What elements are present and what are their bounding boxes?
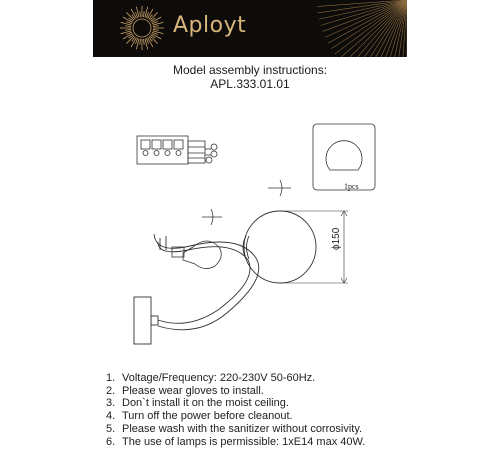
instruction-text: Voltage/Frequency: 220-230V 50-60Hz. [122, 372, 316, 384]
instruction-number: 1. [106, 372, 116, 384]
instruction-number: 6. [106, 435, 116, 448]
diameter-label: ϕ150 [331, 227, 342, 250]
terminal-block [137, 136, 217, 164]
instruction-text: Please wash with the sanitizer without corrosivity. [122, 422, 363, 435]
shade-count-label: 1pcs [344, 182, 359, 191]
instruction-number: 4. [106, 410, 116, 423]
instruction-item [106, 385, 365, 398]
wall-bracket [134, 234, 259, 344]
light-bulb [172, 241, 221, 269]
instruction-item [106, 423, 365, 436]
instruction-text: Please wear gloves to install. [122, 384, 264, 397]
instruction-number: 3. [106, 397, 116, 410]
instruction-item [106, 410, 365, 423]
page-title: Model assembly instructions: [172, 63, 328, 77]
instructions-list [106, 372, 365, 448]
instruction-text: Turn off the power before cleanout. [122, 410, 293, 423]
instruction-number: 5. [106, 422, 116, 435]
model-number: APL.333.01.01 [210, 77, 290, 91]
instruction-number: 2. [106, 384, 116, 397]
instruction-item [106, 436, 365, 449]
instruction-item [106, 372, 365, 385]
instruction-text: Don`t install it on the moist ceiling. [122, 397, 289, 410]
instruction-text: The use of lamps is permissible: 1xE14 max 40W. [122, 435, 366, 448]
brand-name: Aployt [173, 13, 247, 38]
shade-box [313, 124, 375, 190]
screw-arrow-icon [202, 180, 291, 225]
instruction-item [106, 397, 365, 410]
